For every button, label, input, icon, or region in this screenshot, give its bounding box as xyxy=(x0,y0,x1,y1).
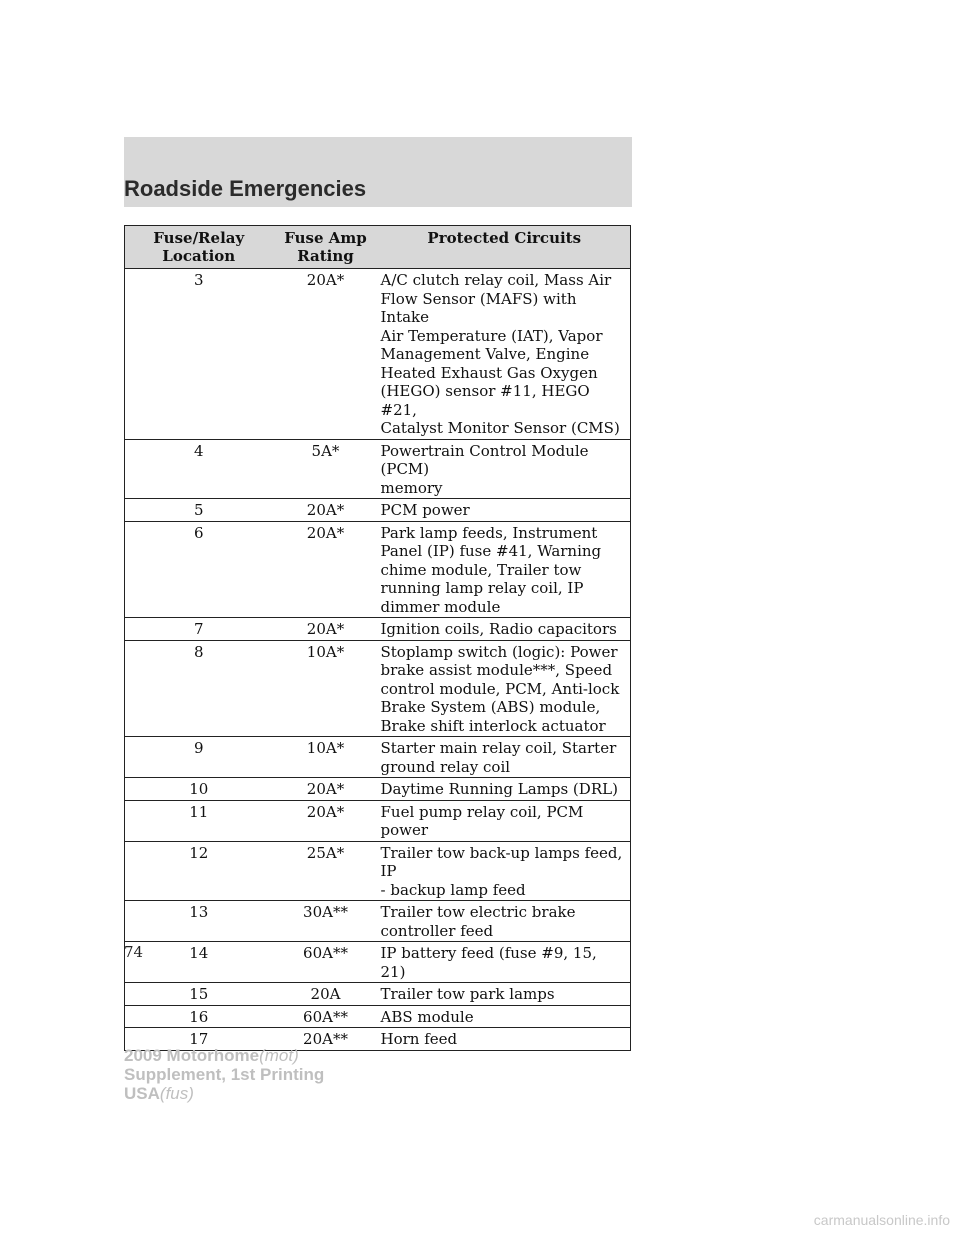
footer-model-tag: (mot) xyxy=(259,1046,299,1065)
fuse-rating-cell: 20A xyxy=(273,983,379,1006)
fuse-location-cell: 15 xyxy=(125,983,273,1006)
fuse-table xyxy=(124,225,631,1051)
fuse-location-cell: 7 xyxy=(125,618,273,641)
column-header-rating xyxy=(273,226,379,269)
column-header-location xyxy=(125,226,273,269)
protected-circuits-cell: Stoplamp switch (logic): Power brake assist module***, Speed control module, PCM, Anti-lock Brake System (ABS) module, Brake shift interlock actuator xyxy=(379,640,631,737)
fuse-rating-cell: 20A* xyxy=(273,618,379,641)
fuse-rating-cell: 60A** xyxy=(273,1005,379,1028)
table-row xyxy=(125,983,631,1006)
footer-market: USA xyxy=(124,1084,160,1103)
table-row xyxy=(125,269,631,440)
fuse-location-cell: 10 xyxy=(125,778,273,801)
table-row xyxy=(125,439,631,499)
fuse-location-cell: 8 xyxy=(125,640,273,737)
protected-circuits-cell: Starter main relay coil, Starter ground relay coil xyxy=(379,737,631,778)
document-footer xyxy=(124,1046,324,1103)
fuse-rating-cell: 10A* xyxy=(273,640,379,737)
column-header-text: Fuse Amp Rating xyxy=(284,229,367,265)
section-title: Roadside Emergencies xyxy=(124,176,367,201)
protected-circuits-cell: Horn feed xyxy=(379,1028,631,1051)
table-row xyxy=(125,521,631,618)
column-header-circuits xyxy=(379,226,631,269)
fuse-rating-cell: 20A* xyxy=(273,778,379,801)
footer-market-tag: (fus) xyxy=(159,1084,194,1103)
protected-circuits-cell: Powertrain Control Module (PCM) memory xyxy=(379,439,631,499)
protected-circuits-cell: Fuel pump relay coil, PCM power xyxy=(379,800,631,841)
footer-line-2: Supplement, 1st Printing xyxy=(124,1065,325,1084)
fuse-location-cell: 13 xyxy=(125,901,273,942)
footer-line-1 xyxy=(124,1046,324,1065)
table-row xyxy=(125,942,631,983)
table-row xyxy=(125,499,631,522)
protected-circuits-cell: Trailer tow electric brake controller feed xyxy=(379,901,631,942)
fuse-rating-cell: 5A* xyxy=(273,439,379,499)
protected-circuits-cell: Park lamp feeds, Instrument Panel (IP) fuse #41, Warning chime module, Trailer tow running lamp relay coil, IP dimmer module xyxy=(379,521,631,618)
table-row xyxy=(125,640,631,737)
table-row xyxy=(125,901,631,942)
fuse-rating-cell: 20A** xyxy=(273,1028,379,1051)
fuse-rating-cell: 60A** xyxy=(273,942,379,983)
fuse-location-cell: 9 xyxy=(125,737,273,778)
fuse-location-cell: 3 xyxy=(125,269,273,440)
footer-line-3 xyxy=(124,1084,324,1103)
fuse-rating-cell: 20A* xyxy=(273,800,379,841)
table-row xyxy=(125,737,631,778)
protected-circuits-cell: Ignition coils, Radio capacitors xyxy=(379,618,631,641)
footer-model: 2009 Motorhome xyxy=(124,1046,260,1065)
protected-circuits-cell: ABS module xyxy=(379,1005,631,1028)
table-row xyxy=(125,1005,631,1028)
protected-circuits-cell: A/C clutch relay coil, Mass Air Flow Sensor (MAFS) with Intake Air Temperature (IAT), Vapor Management Valve, Engine Heated Exhaust Gas Oxygen (HEGO) sensor #11, HEGO #21, Catalyst Monitor Sensor (CMS) xyxy=(379,269,631,440)
column-header-text: Fuse/Relay Location xyxy=(153,229,245,265)
site-watermark: carmanualsonline.info xyxy=(813,1212,950,1228)
fuse-location-cell: 16 xyxy=(125,1005,273,1028)
fuse-location-cell: 12 xyxy=(125,841,273,901)
protected-circuits-cell: Trailer tow park lamps xyxy=(379,983,631,1006)
protected-circuits-cell: Trailer tow back-up lamps feed, IP - backup lamp feed xyxy=(379,841,631,901)
fuse-rating-cell: 10A* xyxy=(273,737,379,778)
protected-circuits-cell: PCM power xyxy=(379,499,631,522)
fuse-location-cell: 6 xyxy=(125,521,273,618)
table-row xyxy=(125,778,631,801)
protected-circuits-cell: Daytime Running Lamps (DRL) xyxy=(379,778,631,801)
column-header-text: Protected Circuits xyxy=(427,229,582,247)
fuse-rating-cell: 25A* xyxy=(273,841,379,901)
fuse-rating-cell: 20A* xyxy=(273,499,379,522)
page-number: 74 xyxy=(124,943,144,961)
fuse-location-cell: 4 xyxy=(125,439,273,499)
fuse-location-cell: 5 xyxy=(125,499,273,522)
table-row xyxy=(125,800,631,841)
fuse-rating-cell: 30A** xyxy=(273,901,379,942)
protected-circuits-cell: IP battery feed (fuse #9, 15, 21) xyxy=(379,942,631,983)
table-header-row xyxy=(125,226,631,269)
fuse-location-cell: 11 xyxy=(125,800,273,841)
table-row xyxy=(125,618,631,641)
fuse-location-cell: 17 xyxy=(125,1028,273,1051)
fuse-location-cell: 14 xyxy=(125,942,273,983)
table-row xyxy=(125,841,631,901)
fuse-rating-cell: 20A* xyxy=(273,269,379,440)
fuse-rating-cell: 20A* xyxy=(273,521,379,618)
fuse-table-body xyxy=(125,269,631,1051)
